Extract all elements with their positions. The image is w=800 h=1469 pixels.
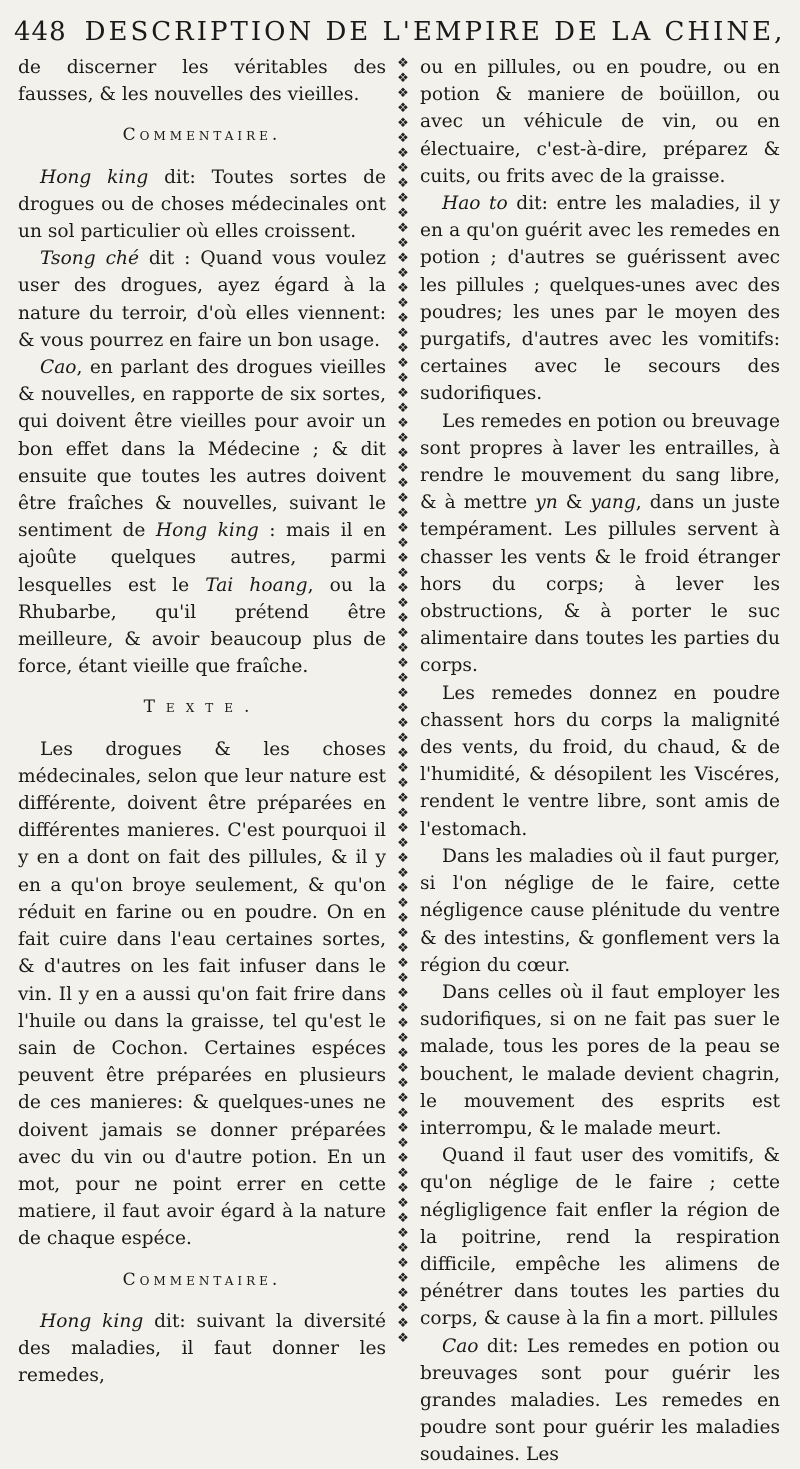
paragraph: Les drogues & les choses médecinales, selon que leur nature est différente, doivent être préparées en différentes manieres. C'est pourquoi il y en a dont on fait des pillules, & il y en a qu'on broye seulement, & qu'on réduit en farine ou en poudre. On en fait cuire dans l'eau certaines sortes, & d'autres on les fait infuser dans le vin. Il y en a aussi qu'on fait frire dans l'huile ou dans la graisse, tel qu'est le sain de Cochon. Certaines espéces peuvent être préparées en plusieurs de ces manieres: & quelques-unes ne doivent jamais se donner préparées avec du vin ou d'autre potion. En un mot, pour ne point errer en cette matiere, il faut avoir égard à la nature de chaque espéce. [18, 738, 386, 1250]
ornament-glyph: ❖ [397, 911, 409, 926]
ornament-glyph: ❖ [397, 356, 409, 371]
ornament-glyph: ❖ [397, 446, 409, 461]
ornament-glyph: ❖ [397, 131, 409, 146]
ornament-glyph: ❖ [397, 1301, 409, 1316]
ornament-glyph: ❖ [397, 296, 409, 311]
paragraph: Hong king dit: suivant la diversité des maladies, il faut donner les remedes, [18, 1310, 386, 1387]
ornament-glyph: ❖ [397, 566, 409, 581]
page-number: 448 [14, 17, 67, 47]
ornament-glyph: ❖ [397, 596, 409, 611]
term-yang: yang [590, 492, 636, 514]
author-name: Hong king [40, 166, 149, 188]
ornament-glyph: ❖ [397, 1001, 409, 1016]
ornament-glyph: ❖ [397, 1241, 409, 1256]
author-name: Cao [442, 1335, 479, 1357]
ornament-glyph: ❖ [397, 686, 409, 701]
ornament-glyph: ❖ [397, 371, 409, 386]
paragraph: Les remedes donnez en poudre chassent hors du corps la malignité des vents, du froid, du chaud, & de l'humidité, & désopilent les Viscéres, rendent le ventre libre, sont amis de l'estomach. [420, 682, 780, 840]
ornament-glyph: ❖ [397, 1226, 409, 1241]
running-header [14, 10, 786, 54]
author-name: Cao [40, 357, 77, 379]
ornament-glyph: ❖ [397, 431, 409, 446]
ornament-glyph: ❖ [397, 86, 409, 101]
ornament-glyph: ❖ [397, 731, 409, 746]
ornament-glyph: ❖ [397, 341, 409, 356]
ornament-glyph: ❖ [397, 1316, 409, 1331]
paragraph: Quand il faut user des vomitifs, & qu'on néglige de le faire ; cette négligligence fait enfler la région de la poitrine, rend la respiration difficile, empêche les alimens de pénétrer dans toutes les parties du corps, & cause à la fin a mort. [420, 1145, 780, 1330]
ornament-glyph: ❖ [397, 416, 409, 431]
ornament-glyph: ❖ [397, 311, 409, 326]
ornament-glyph: ❖ [397, 986, 409, 1001]
ornament-glyph: ❖ [397, 191, 409, 206]
author-name: Tsong ché [40, 248, 139, 270]
ornament-glyph: ❖ [397, 146, 409, 161]
ornamental-column-divider [393, 56, 413, 1346]
ornament-glyph: ❖ [397, 866, 409, 881]
paragraph: Hao to dit: entre les maladies, il y en a qu'on guérit avec les remedes en potion ; d'autres se guérissent avec les pillules ; quelques-unes avec des poudres; les unes par le moyen des purgatifs, d'autres avec les vomitifs: certaines avec le secours des sudorifiques. [420, 193, 780, 405]
section-heading: Commentaire. [122, 1269, 282, 1290]
ornament-glyph: ❖ [397, 521, 409, 536]
ornament-glyph: ❖ [397, 386, 409, 401]
ornament-glyph: ❖ [397, 1151, 409, 1166]
ornament-glyph: ❖ [397, 206, 409, 221]
left-column [18, 54, 386, 1389]
ornament-glyph: ❖ [397, 1076, 409, 1091]
ornament-glyph: ❖ [397, 716, 409, 731]
ornament-glyph: ❖ [397, 1031, 409, 1046]
ornament-glyph: ❖ [397, 791, 409, 806]
ornament-glyph: ❖ [397, 971, 409, 986]
author-name: Hong king [40, 1310, 144, 1332]
ornament-glyph: ❖ [397, 401, 409, 416]
ornament-glyph: ❖ [397, 1331, 409, 1346]
ornament-glyph: ❖ [397, 251, 409, 266]
paragraph: de discerner les véritables des fausses, & les nouvelles des vieilles. [18, 57, 386, 106]
ornament-glyph: ❖ [397, 1121, 409, 1136]
ornament-glyph: ❖ [397, 776, 409, 791]
ornament-glyph: ❖ [397, 536, 409, 551]
ornament-glyph: ❖ [397, 671, 409, 686]
ornament-glyph: ❖ [397, 176, 409, 191]
author-name: Hong king [155, 520, 259, 542]
ornament-glyph: ❖ [397, 1061, 409, 1076]
ornament-glyph: ❖ [397, 851, 409, 866]
ornament-glyph: ❖ [397, 101, 409, 116]
drug-name: Tai hoang [205, 574, 308, 596]
section-heading: Texte. [143, 697, 261, 718]
ornament-glyph: ❖ [397, 1256, 409, 1271]
ornament-glyph: ❖ [397, 1271, 409, 1286]
ornament-glyph: ❖ [397, 656, 409, 671]
ornament-glyph: ❖ [397, 506, 409, 521]
author-name: Hao to [442, 193, 508, 215]
ornament-glyph: ❖ [397, 581, 409, 596]
ornament-glyph: ❖ [397, 1016, 409, 1031]
ornament-glyph: ❖ [397, 1286, 409, 1301]
ornament-glyph: ❖ [397, 1106, 409, 1121]
ornament-glyph: ❖ [397, 236, 409, 251]
paragraph: Cao dit: Les remedes en potion ou breuvages sont pour guérir les grandes maladies. Les remedes en poudre sont pour guérir les maladies soudaines. Les [420, 1335, 780, 1466]
paragraph: Dans les maladies où il faut purger, si l'on néglige de le faire, cette négligence cause plénitude du ventre & des intestins, & gonflement vers la région du cœur. [420, 845, 780, 976]
ornament-glyph: ❖ [397, 926, 409, 941]
paragraph: Tsong ché dit : Quand vous voulez user des drogues, ayez égard à la nature du terroir, d'où elles viennent: & vous pourrez en faire un bon usage. [18, 248, 386, 351]
ornament-glyph: ❖ [397, 746, 409, 761]
ornament-glyph: ❖ [397, 836, 409, 851]
ornament-glyph: ❖ [397, 881, 409, 896]
ornament-glyph: ❖ [397, 56, 409, 71]
ornament-glyph: ❖ [397, 1196, 409, 1211]
ornament-glyph: ❖ [397, 1166, 409, 1181]
ornament-glyph: ❖ [397, 461, 409, 476]
ornament-glyph: ❖ [397, 326, 409, 341]
ornament-glyph: ❖ [397, 941, 409, 956]
ornament-glyph: ❖ [397, 641, 409, 656]
ornament-glyph: ❖ [397, 956, 409, 971]
ornament-glyph: ❖ [397, 281, 409, 296]
ornament-glyph: ❖ [397, 221, 409, 236]
ornament-glyph: ❖ [397, 476, 409, 491]
ornament-glyph: ❖ [397, 626, 409, 641]
paragraph: Hong king dit: Toutes sortes de drogues ou de choses médecinales ont un sol particulier où elles croissent. [18, 166, 386, 243]
ornament-glyph: ❖ [397, 1136, 409, 1151]
ornament-glyph: ❖ [397, 896, 409, 911]
paragraph: Dans celles où il faut employer les sudorifiques, si on ne fait pas suer le malade, tous les pores de la peau se bouchent, le malade devient chagrin, le mouvement des esprits est interrompu, & le malade meurt. [420, 981, 780, 1139]
section-heading: Commentaire. [122, 125, 282, 146]
paragraph: Cao, en parlant des drogues vieilles & nouvelles, en rapporte de six sortes, qui doivent être vieilles pour avoir un bon effet dans la Médecine ; & dit ensuite que toutes les autres doivent être fraîches & nouvelles, suivant le sentiment de Hong king : mais il en ajoûte quelques autres, parmi lesquelles est le Tai hoang, ou la Rhubarbe, qu'il prétend être meilleure, & avoir beaucoup plus de force, étant vieille que fraîche. [18, 357, 387, 678]
ornament-glyph: ❖ [397, 161, 409, 176]
ornament-glyph: ❖ [397, 1181, 409, 1196]
ornament-glyph: ❖ [397, 821, 409, 836]
catchword: pillules [709, 1304, 778, 1325]
ornament-glyph: ❖ [397, 761, 409, 776]
ornament-glyph: ❖ [397, 71, 409, 86]
ornament-glyph: ❖ [397, 701, 409, 716]
ornament-glyph: ❖ [397, 611, 409, 626]
paragraph: Les remedes en potion ou breuvage sont propres à laver les entrailles, à rendre le mouvement du sang libre, & à mettre yn & yang, dans un juste tempérament. Les pillules servent à chasser les vents & le froid étranger hors du corps; à lever les obstructions, & à porter le suc alimentaire dans toutes les parties du corps. [420, 410, 780, 677]
right-column [420, 54, 780, 1469]
running-title: DESCRIPTION DE L'EMPIRE DE LA CHINE, [84, 17, 786, 47]
term-yn: yn [535, 492, 558, 514]
ornament-glyph: ❖ [397, 806, 409, 821]
ornament-glyph: ❖ [397, 1211, 409, 1226]
ornament-glyph: ❖ [397, 116, 409, 131]
ornament-glyph: ❖ [397, 491, 409, 506]
ornament-glyph: ❖ [397, 1091, 409, 1106]
ornament-glyph: ❖ [397, 1046, 409, 1061]
ornament-glyph: ❖ [397, 551, 409, 566]
paragraph: ou en pillules, ou en poudre, ou en potion & maniere de boüillon, ou avec un véhicule de vin, ou en électuaire, c'est-à-dire, préparez & cuits, ou frits avec de la graisse. [420, 57, 780, 187]
ornament-glyph: ❖ [397, 266, 409, 281]
